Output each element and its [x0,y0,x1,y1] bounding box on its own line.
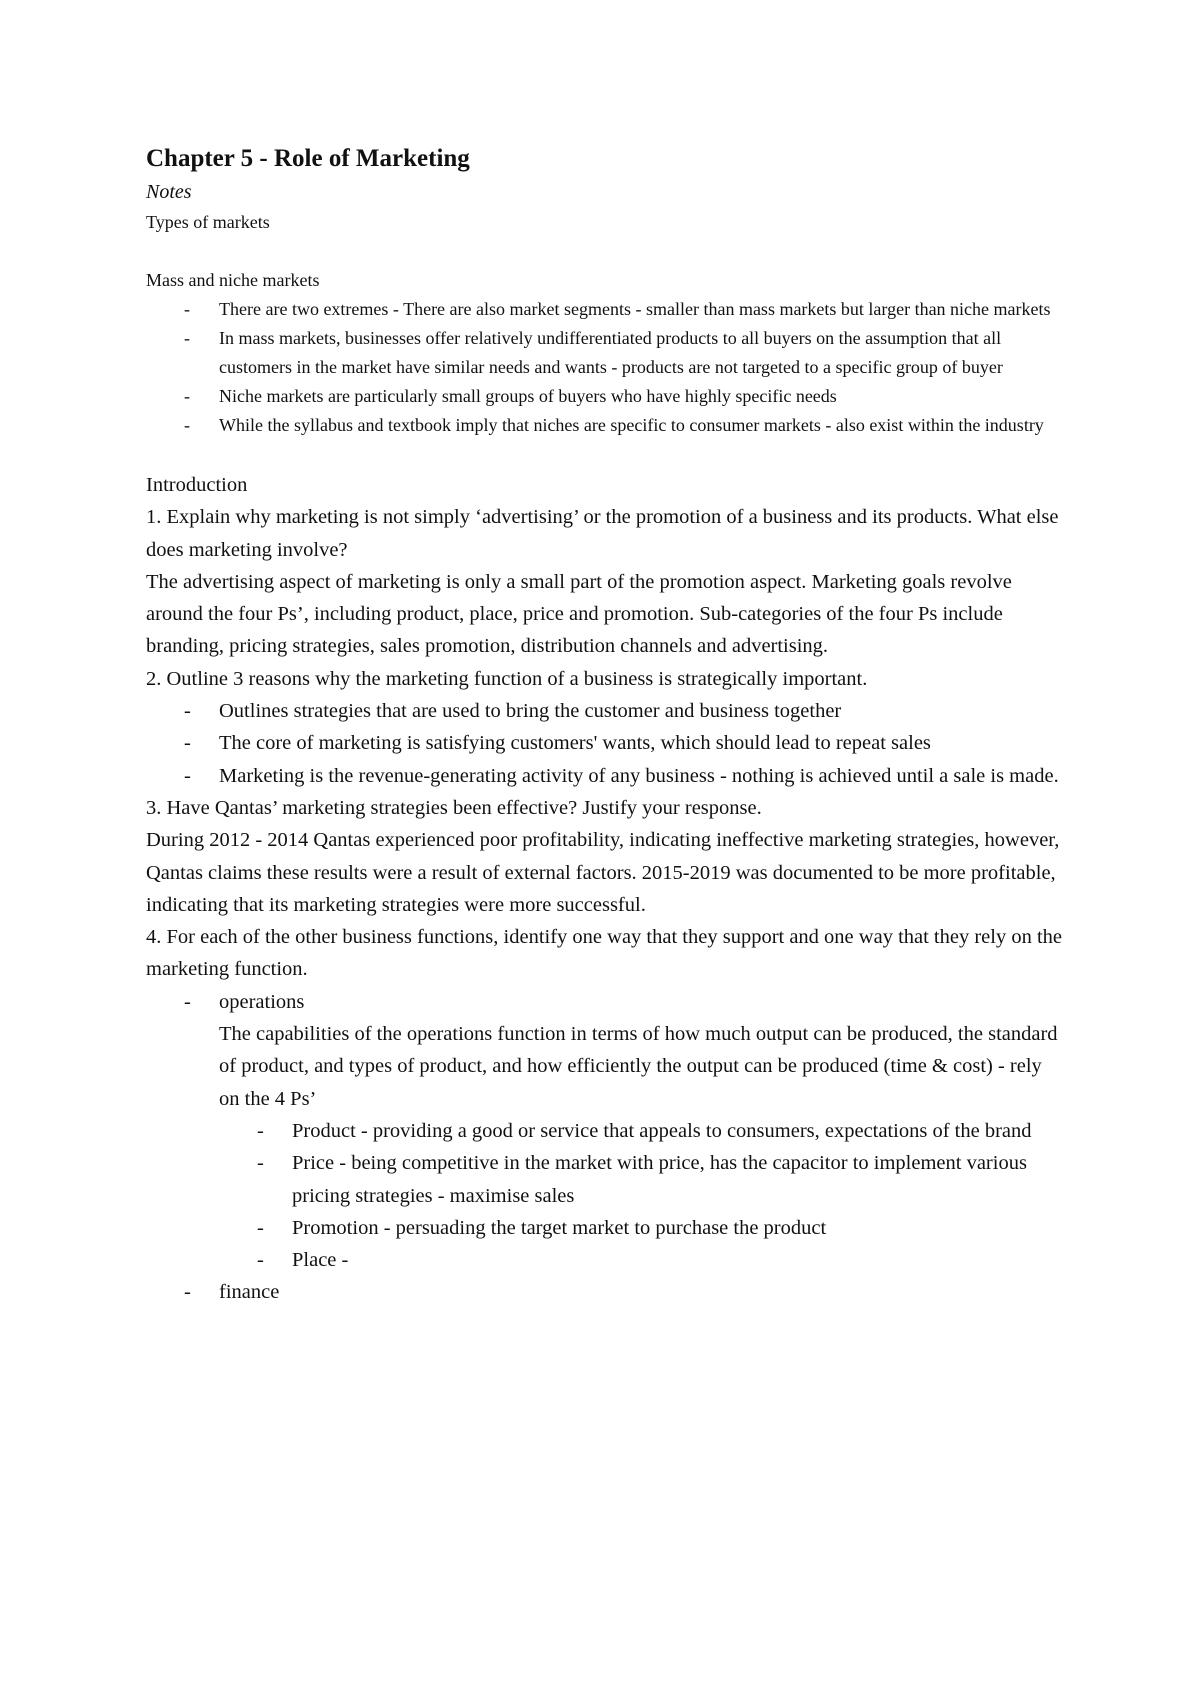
list-item: - Outlines strategies that are used to bring the customer and business together [146,695,1066,727]
list-item-operations [146,986,1066,1277]
mass-bullet-list [146,295,1066,440]
list-item: - In mass markets, businesses offer relatively undifferentiated products to all buyers on the assumption that all customers in the market have similar needs and wants - products are not targeted to a specific group of buyer [146,324,1066,382]
question-1: 1. Explain why marketing is not simply ‘advertising’ or the promotion of a business and its products. What else does marketing involve? [146,506,1059,561]
intro-heading: Introduction [146,474,248,496]
question-2: 2. Outline 3 reasons why the marketing function of a business is strategically important. [146,667,868,690]
four-ps-list [219,1115,1066,1276]
list-item: - Marketing is the revenue-generating activity of any business - nothing is achieved until a sale is made. [146,760,1066,792]
types-of-markets-section [146,208,1066,469]
notes-label: Notes [146,181,192,203]
document-page [146,142,1066,1309]
operations-label: operations [219,990,305,1013]
mass-heading: Mass and niche markets [146,270,320,290]
list-item: - Price - being competitive in the market with price, has the capacitor to implement various pricing strategies - maximise sales [219,1147,1066,1212]
page-title: Chapter 5 - Role of Marketing [146,145,470,172]
question-3: 3. Have Qantas’ marketing strategies been effective? Justify your response. [146,796,762,819]
types-heading: Types of markets [146,212,270,232]
operations-description: The capabilities of the operations function in terms of how much output can be produced, the standard of product, and types of product, and how efficiently the output can be produced (time & cost) - rely on the 4 Ps’ [219,1023,1058,1110]
list-item: - Niche markets are particularly small groups of buyers who have highly specific needs [146,382,1066,411]
list-item: - The core of marketing is satisfying customers' wants, which should lead to repeat sales [146,727,1066,759]
list-item: - While the syllabus and textbook imply that niches are specific to consumer markets - also exist within the industry [146,411,1066,440]
answer-3: During 2012 - 2014 Qantas experienced poor profitability, indicating ineffective marketing strategies, however, Qantas claims these results were a result of external factors. 2015-2019 was documented to be more profitable, indicating that its marketing strategies were more successful. [146,829,1060,916]
list-item: - There are two extremes - There are also market segments - smaller than mass markets but larger than niche markets [146,295,1066,324]
list-item-finance: - finance [146,1276,1066,1308]
list-item: - Place - [219,1244,1066,1276]
list-item: - Product - providing a good or service that appeals to consumers, expectations of the brand [219,1115,1066,1147]
q2-bullet-list [146,695,1066,792]
question-4: 4. For each of the other business functions, identify one way that they support and one way that they rely on the marketing function. [146,926,1063,981]
business-functions-list [146,986,1066,1309]
list-item: - Promotion - persuading the target market to purchase the product [219,1212,1066,1244]
introduction-section [146,469,1066,1309]
answer-1: The advertising aspect of marketing is only a small part of the promotion aspect. Marketing goals revolve around the four Ps’, including product, place, price and promotion. Sub-categories of the four Ps include branding, pricing strategies, sales promotion, distribution channels and advertising. [146,570,1012,658]
